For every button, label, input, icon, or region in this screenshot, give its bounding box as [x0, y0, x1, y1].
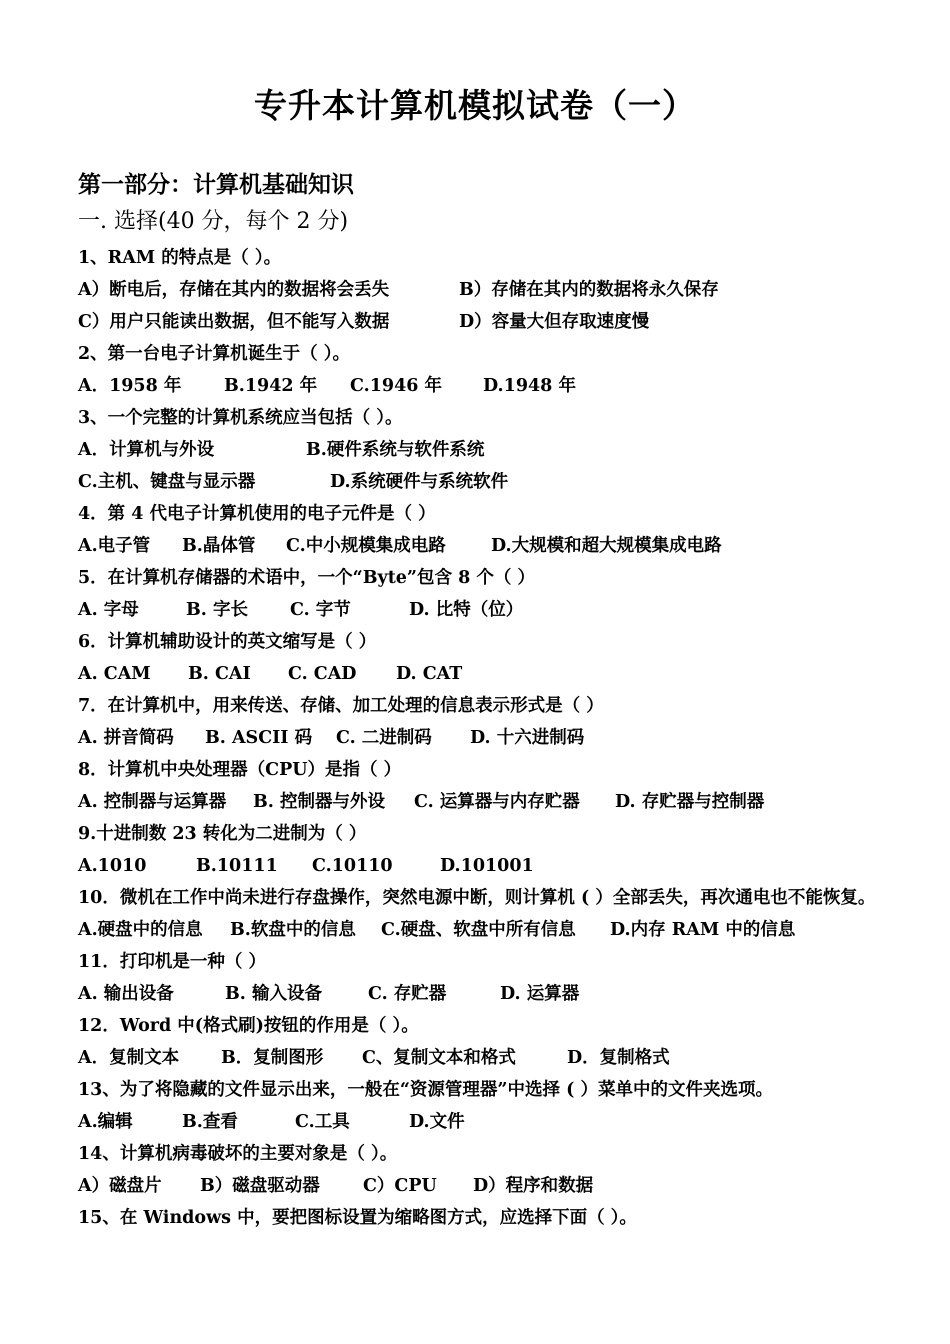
option: B.硬件系统与软件系统 — [306, 440, 485, 460]
option: B.软盘中的信息 — [230, 920, 356, 940]
option-row — [78, 850, 878, 882]
option: B.10111 — [196, 856, 278, 876]
option: B. 控制器与外设 — [253, 792, 385, 812]
question-text: 15、在 Windows 中，要把图标设置为缩略图方式，应选择下面（ ）。 — [78, 1208, 637, 1228]
option-row — [78, 306, 878, 338]
option: D）容量大但存取速度慢 — [459, 312, 650, 332]
option: D. 十六进制码 — [470, 728, 585, 748]
option: D.系统硬件与系统软件 — [330, 472, 509, 492]
option: B. CAI — [188, 664, 251, 684]
option: C）CPU — [363, 1176, 437, 1196]
option: D.大规模和超大规模集成电路 — [491, 536, 722, 556]
option-row — [78, 1106, 878, 1138]
option: A. CAM — [78, 664, 151, 684]
option: A．计算机与外设 — [78, 440, 215, 460]
option: A. 控制器与运算器 — [78, 792, 227, 812]
option: A.编辑 — [78, 1112, 133, 1132]
option: A. 字母 — [78, 600, 139, 620]
question-text: 13、为了将隐藏的文件显示出来，一般在“资源管理器”中选择 ( ）菜单中的文件夹选项。 — [78, 1080, 773, 1100]
option: D．复制格式 — [567, 1048, 670, 1068]
option: D）程序和数据 — [473, 1176, 594, 1196]
option-row — [78, 658, 878, 690]
option: B）磁盘驱动器 — [200, 1176, 320, 1196]
option: A．复制文本 — [78, 1048, 180, 1068]
question-text: 6．计算机辅助设计的英文缩写是（ ） — [78, 632, 377, 652]
question-list — [78, 242, 878, 1234]
option: C. CAD — [288, 664, 357, 684]
option: A.硬盘中的信息 — [78, 920, 203, 940]
option: B.1942 年 — [224, 376, 318, 396]
question-text: 4．第 4 代电子计算机使用的电子元件是（ ） — [78, 504, 436, 524]
option: C.主机、键盘与显示器 — [78, 472, 256, 492]
option: C、复制文本和格式 — [362, 1048, 516, 1068]
question-text: 10．微机在工作中尚未进行存盘操作，突然电源中断，则计算机 ( ）全部丢失，再次通电也不能恢复。 — [78, 888, 876, 908]
subsection-heading: 一. 选择(40 分，每个 2 分) — [78, 209, 349, 234]
option: C. 运算器与内存贮器 — [414, 792, 580, 812]
option: B）存储在其内的数据将永久保存 — [459, 280, 719, 300]
option: A. 拼音简码 — [78, 728, 174, 748]
question-text: 1、RAM 的特点是（ ）。 — [78, 248, 282, 268]
question-text: 3、一个完整的计算机系统应当包括（ ）。 — [78, 408, 403, 428]
option-row — [78, 978, 878, 1010]
option: C. 字节 — [290, 600, 351, 620]
option: C. 存贮器 — [368, 984, 447, 1004]
question-text: 5．在计算机存储器的术语中，一个“Byte”包含 8 个（ ） — [78, 568, 535, 588]
option: B.查看 — [182, 1112, 238, 1132]
option: C.1946 年 — [350, 376, 443, 396]
option: C）用户只能读出数据，但不能写入数据 — [78, 312, 390, 332]
option: C.10110 — [312, 856, 393, 876]
option: A）断电后，存储在其内的数据将会丢失 — [78, 280, 390, 300]
section-heading: 第一部分：计算机基础知识 — [78, 171, 354, 198]
question-text: 9.十进制数 23 转化为二进制为（ ） — [78, 824, 367, 844]
option: B．复制图形 — [221, 1048, 324, 1068]
option-row — [78, 722, 878, 754]
option-row — [78, 786, 878, 818]
option: A. 输出设备 — [78, 984, 174, 1004]
option: C.工具 — [295, 1112, 350, 1132]
option: D.文件 — [409, 1112, 465, 1132]
option: D. 存贮器与控制器 — [615, 792, 765, 812]
option-row — [78, 1170, 878, 1202]
option: B.晶体管 — [182, 536, 256, 556]
question-text: 12．Word 中(格式刷)按钮的作用是（ ）。 — [78, 1016, 419, 1036]
option: C.硬盘、软盘中所有信息 — [381, 920, 576, 940]
option: A.电子管 — [78, 536, 151, 556]
option-row — [78, 370, 878, 402]
option: B. ASCII 码 — [205, 728, 313, 748]
option: D. CAT — [396, 664, 463, 684]
option-row — [78, 434, 878, 466]
option: D.1948 年 — [483, 376, 576, 396]
option: A.1010 — [78, 856, 147, 876]
option-row — [78, 914, 878, 946]
option: C.中小规模集成电路 — [286, 536, 446, 556]
option-row — [78, 530, 878, 562]
question-text: 14、计算机病毒破坏的主要对象是（ ）。 — [78, 1144, 398, 1164]
option: D. 运算器 — [500, 984, 580, 1004]
option: C. 二进制码 — [336, 728, 432, 748]
option-row — [78, 594, 878, 626]
option: B. 输入设备 — [225, 984, 322, 1004]
question-text: 2、第一台电子计算机诞生于（ ）。 — [78, 344, 351, 364]
option: D.内存 RAM 中的信息 — [610, 920, 796, 940]
question-text: 8．计算机中央处理器（CPU）是指（ ） — [78, 760, 402, 780]
option: D. 比特（位） — [409, 600, 524, 620]
page-title: 专升本计算机模拟试卷（一） — [254, 86, 696, 125]
option: A）磁盘片 — [78, 1176, 162, 1196]
question-text: 11．打印机是一种（ ） — [78, 952, 266, 972]
question-text: 7．在计算机中，用来传送、存储、加工处理的信息表示形式是（ ） — [78, 696, 604, 716]
option-row — [78, 274, 878, 306]
option-row — [78, 1042, 878, 1074]
option: A．1958 年 — [78, 376, 182, 396]
option: B. 字长 — [186, 600, 248, 620]
option: D.101001 — [440, 856, 534, 876]
option-row — [78, 466, 878, 498]
